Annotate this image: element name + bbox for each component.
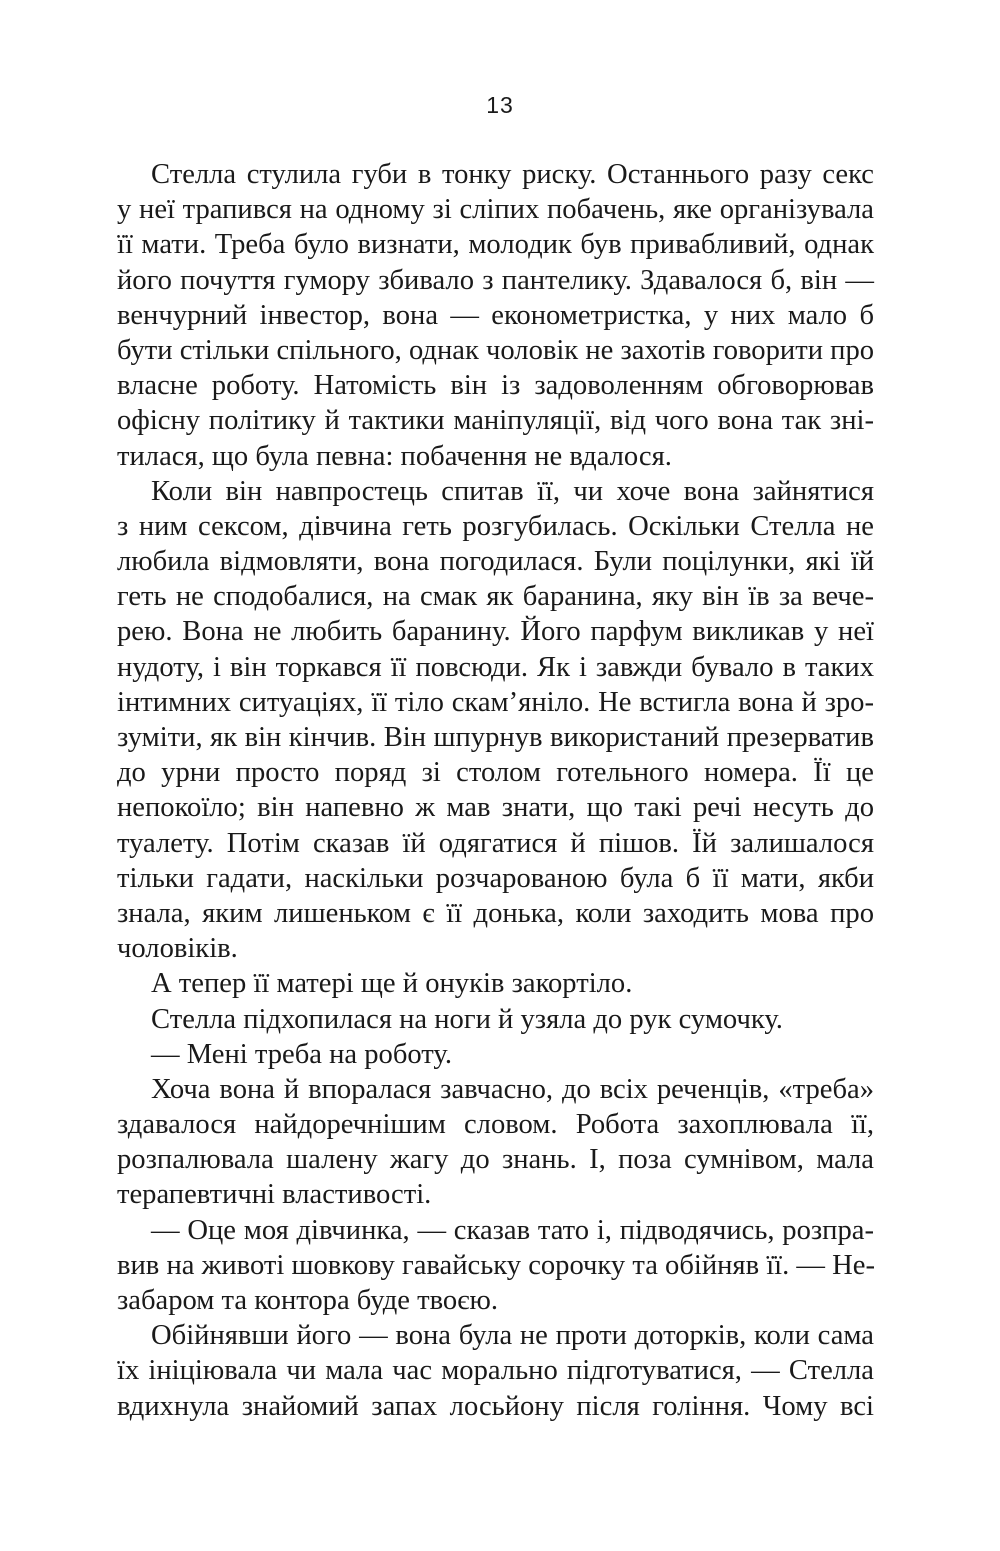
text-line: до урни просто поряд зі столом готельного номера. Її це <box>117 757 874 789</box>
paragraph <box>117 1318 874 1424</box>
text-line: його почуття гумору збивало з пантелику. Здавалося б, він — <box>117 264 874 296</box>
page-number: 13 <box>486 92 514 118</box>
text-line: інтимних ситуаціях, її тіло скам’яніло. Не встигла вона й зро- <box>117 686 874 718</box>
text-line: у неї трапився на одному зі сліпих побачень, яке організувала <box>117 194 874 226</box>
text-line: забаром та контора буде твоєю. <box>117 1285 499 1316</box>
text-line: тилася, що була певна: побачення не вдалося. <box>117 440 672 472</box>
paragraph <box>117 1213 874 1319</box>
text-line: зуміти, як він кінчив. Він шпурнув використаний презерватив <box>117 722 874 753</box>
text-line: Хоча вона й впоралася завчасно, до всіх реченців, «треба» <box>151 1073 874 1105</box>
text-line: вдихнула знайомий запах лосьйону після гоління. Чому всі <box>117 1390 874 1422</box>
text-line: Стелла стулила губи в тонку риску. Останнього разу секс <box>151 159 874 190</box>
text-line: туалету. Потім сказав їй одягатися й пішов. Їй залишалося <box>117 827 874 859</box>
text-line: бути стільки спільного, однак чоловік не захотів говорити про <box>117 334 875 366</box>
text-line: офісну політику й тактики маніпуляції, від чого вона так зні- <box>117 405 874 437</box>
text-line: їх ініціювала чи мала час морально підготуватися, — Стелла <box>117 1355 874 1387</box>
text-line: з ним сексом, дівчина геть розгубилась. Оскільки Стелла не <box>117 510 874 542</box>
text-line: знала, яким лишеньком є її донька, коли заходить мова про <box>117 897 874 929</box>
text-line: Обійнявши його — вона була не проти доторків, коли сама <box>151 1320 874 1352</box>
text-line: вив на животі шовкову гавайську сорочку та обійняв її. — Не- <box>117 1249 876 1281</box>
text-line: чоловіків. <box>117 933 238 965</box>
text-line: непокоїло; він напевно ж мав знати, що такі речі несуть до <box>117 792 874 824</box>
text-line: тільки гадати, наскільки розчарованою була б її мати, якби <box>117 862 874 894</box>
text-line: любила відмовляти, вона погодилася. Були поцілунки, які їй <box>117 546 874 578</box>
paragraph <box>117 1072 874 1213</box>
text-line: Стелла підхопилася на ноги й узяла до рук сумочку. <box>151 1003 783 1035</box>
text-line: А тепер її матері ще й онуків закортіло. <box>151 968 633 1000</box>
text-line: її мати. Треба було визнати, молодик був привабливий, однак <box>117 229 874 261</box>
paragraph <box>117 474 874 967</box>
paragraph <box>117 1002 874 1037</box>
paragraph <box>117 157 874 474</box>
text-line: — Мені треба на роботу. <box>151 1038 453 1070</box>
text-line: рею. Вона не любить баранину. Його парфум викликав у неї <box>117 616 874 648</box>
text-line: геть не сподобалися, на смак як баранина, яку він їв за вече- <box>117 581 874 613</box>
text-line: здавалося найдоречнішим словом. Робота захоплювала її, <box>117 1109 874 1141</box>
text-line: нудоту, і він торкався її повсюди. Як і завжди бувало в таких <box>117 651 874 683</box>
paragraph <box>117 966 874 1001</box>
text-line: розпалювала шалену жагу до знань. І, поза сумнівом, мала <box>117 1144 874 1176</box>
text-line: — Оце моя дівчинка, — сказав тато і, підводячись, розпра- <box>151 1214 874 1246</box>
text-line: терапевтичні властивості. <box>117 1179 432 1211</box>
text-line: власне роботу. Натомість він із задоволенням обговорював <box>117 370 874 402</box>
paragraph <box>117 1037 874 1072</box>
text-line: венчурний інвестор, вона — економетристка, у них мало б <box>117 299 874 331</box>
text-body <box>117 157 874 1424</box>
text-line: Коли він навпростець спитав її, чи хоче вона зайнятися <box>151 475 874 507</box>
